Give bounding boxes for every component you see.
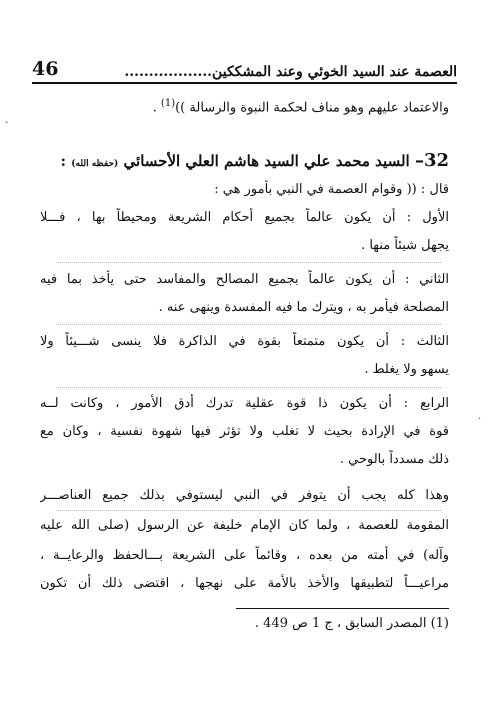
text-line-3: الأول : أن يكون عالماً بجميع أحكام الشريعة ومحيطاً بها ، فـــلا <box>40 210 449 225</box>
section-heading <box>40 150 449 175</box>
text-line-5: الثاني : أن يكون عالماً بجميع المصالح والمفاسد حتى يأخذ بما فيه <box>40 272 449 287</box>
running-title: العصمة عند السيد الخوئي وعند المشككين.................. <box>124 64 457 80</box>
paragraph-divider <box>56 510 441 511</box>
page-header <box>32 48 457 80</box>
text-line-11: ذلك مسدداً بالوحي . <box>339 452 449 467</box>
text-line-10: قوة في الإرادة بحيث لا تغلب ولا تؤثر فيها شهوة نفسية ، وكان مع <box>40 424 449 439</box>
text-line-1-end: . <box>152 100 161 116</box>
page-number: 46 <box>32 58 59 80</box>
text-line-15: مراعيـــاً لتطبيقها والأخذ بالأمة على نهجها ، اقتضى ذلك أن تكون <box>40 576 449 591</box>
header-rule <box>32 82 457 84</box>
text-line-14: وآله) في أمته من بعده ، وقائماً على الشريعة بـــالحفظ والرعايــة ، <box>40 548 449 563</box>
text-line-1 <box>40 94 449 118</box>
margin-speck-left: ¸ <box>4 113 9 124</box>
section-honorific: (حفظه الله) <box>71 159 119 169</box>
text-line-7: الثالث : أن يكون متمتعاً بقوة في الذاكرة فلا ينسى شـــيئاً ولا <box>40 334 449 349</box>
margin-speck-right: · <box>478 414 482 425</box>
section-number: 32– <box>414 150 449 171</box>
section-colon: : <box>60 152 72 170</box>
section-title: السيد محمد علي السيد هاشم العلي الأحسائي <box>123 152 410 170</box>
paragraph-divider <box>56 324 441 325</box>
text-line-12: وهذا كله يجب أن يتوفر في النبي ليستوفي بذلك جميع العناصـــر <box>40 488 449 503</box>
text-line-13: المقومة للعصمة ، ولما كان الإمام خليفة عن الرسول (صلى الله عليه <box>40 518 449 533</box>
footnote-rule <box>236 608 449 609</box>
text-line-8: يسهو ولا يغلط . <box>364 362 449 377</box>
text-line-4: يجهل شيئاً منها . <box>361 238 449 253</box>
text-line-2: قال : (( وقوام العصمة في النبي بأمور هي : <box>214 182 449 197</box>
footnote: (1) المصدر السابق ، ج 1 ص 449 . <box>254 616 449 631</box>
footnote-reference[interactable]: (1) <box>160 98 176 109</box>
text-line-6: المصلحة فيأمر به ، ويترك ما فيه المفسدة وينهى عنه . <box>158 300 449 315</box>
paragraph-divider <box>56 387 441 388</box>
paragraph-divider <box>56 262 441 263</box>
text-line-9: الرابع : أن يكون ذا قوة عقلية تدرك أدق الأمور ، وكانت لــه <box>40 396 449 411</box>
text-line-1-body: والاعتماد عليهم وهو مناف لحكمة النبوة والرسالة )) <box>175 100 449 116</box>
